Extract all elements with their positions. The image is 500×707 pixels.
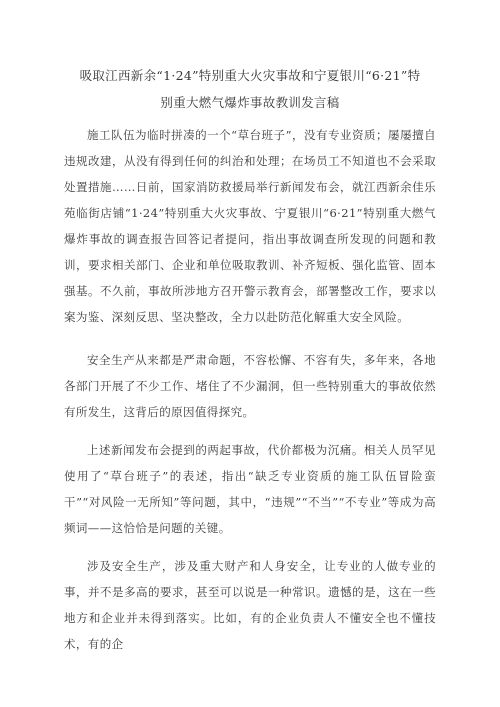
- body-paragraph-2: 安全生产从来都是严肃命题，不容松懈、不容有失，多年来，各地各部门开展了不少工作、堵住了不少漏洞，但一些特别重大的事故依然有所发生，这背后的原因值得探究。: [64, 353, 436, 419]
- body-paragraph-3: 上述新闻发布会提到的两起事故，代价都极为沉痛。相关人员罕见使用了“草台班子”的表述，指出“缺乏专业资质的施工队伍冒险蛮干”“对风险一无所知”等问题，其中，“违规”“不当”“不专业”等成为高频词——这恰恰是问题的关键。: [64, 443, 436, 535]
- document-title-line-2: 别重大燃气爆炸事故教训发言稿: [160, 95, 340, 110]
- body-paragraph-1: 施工队伍为临时拼凑的一个“草台班子”，没有专业资质；屡屡擅自违规改建，从没有得到任何的纠治和处理；在场员工不知道也不会采取处置措施……日前，国家消防救援局举行新闻发布会，就江西新余佳乐苑临街店铺“1·24”特别重大火灾事故、宁夏银川“6·21”特别重大燃气爆炸事故的调查报告回答记者提问，指出事故调查所发现的问题和教训，要求相关部门、企业和单位吸取教训、补齐短板、强化监管、固本强基。不久前，事故所涉地方召开警示教育会，部署整改工作，要求以案为鉴、深刻反思、坚决整改，全力以赴防范化解重大安全风险。: [64, 128, 436, 324]
- body-paragraph-4: 涉及安全生产，涉及重大财产和人身安全，让专业的人做专业的事，并不是多高的要求，甚至可以说是一种常识。遗憾的是，这在一些地方和企业并未得到落实。比如，有的企业负责人不懂安全也不懂技术，有的企: [64, 559, 436, 651]
- document-title-line-1: 吸取江西新余“1·24”特别重大火灾事故和宁夏银川“6·21”特: [79, 68, 421, 83]
